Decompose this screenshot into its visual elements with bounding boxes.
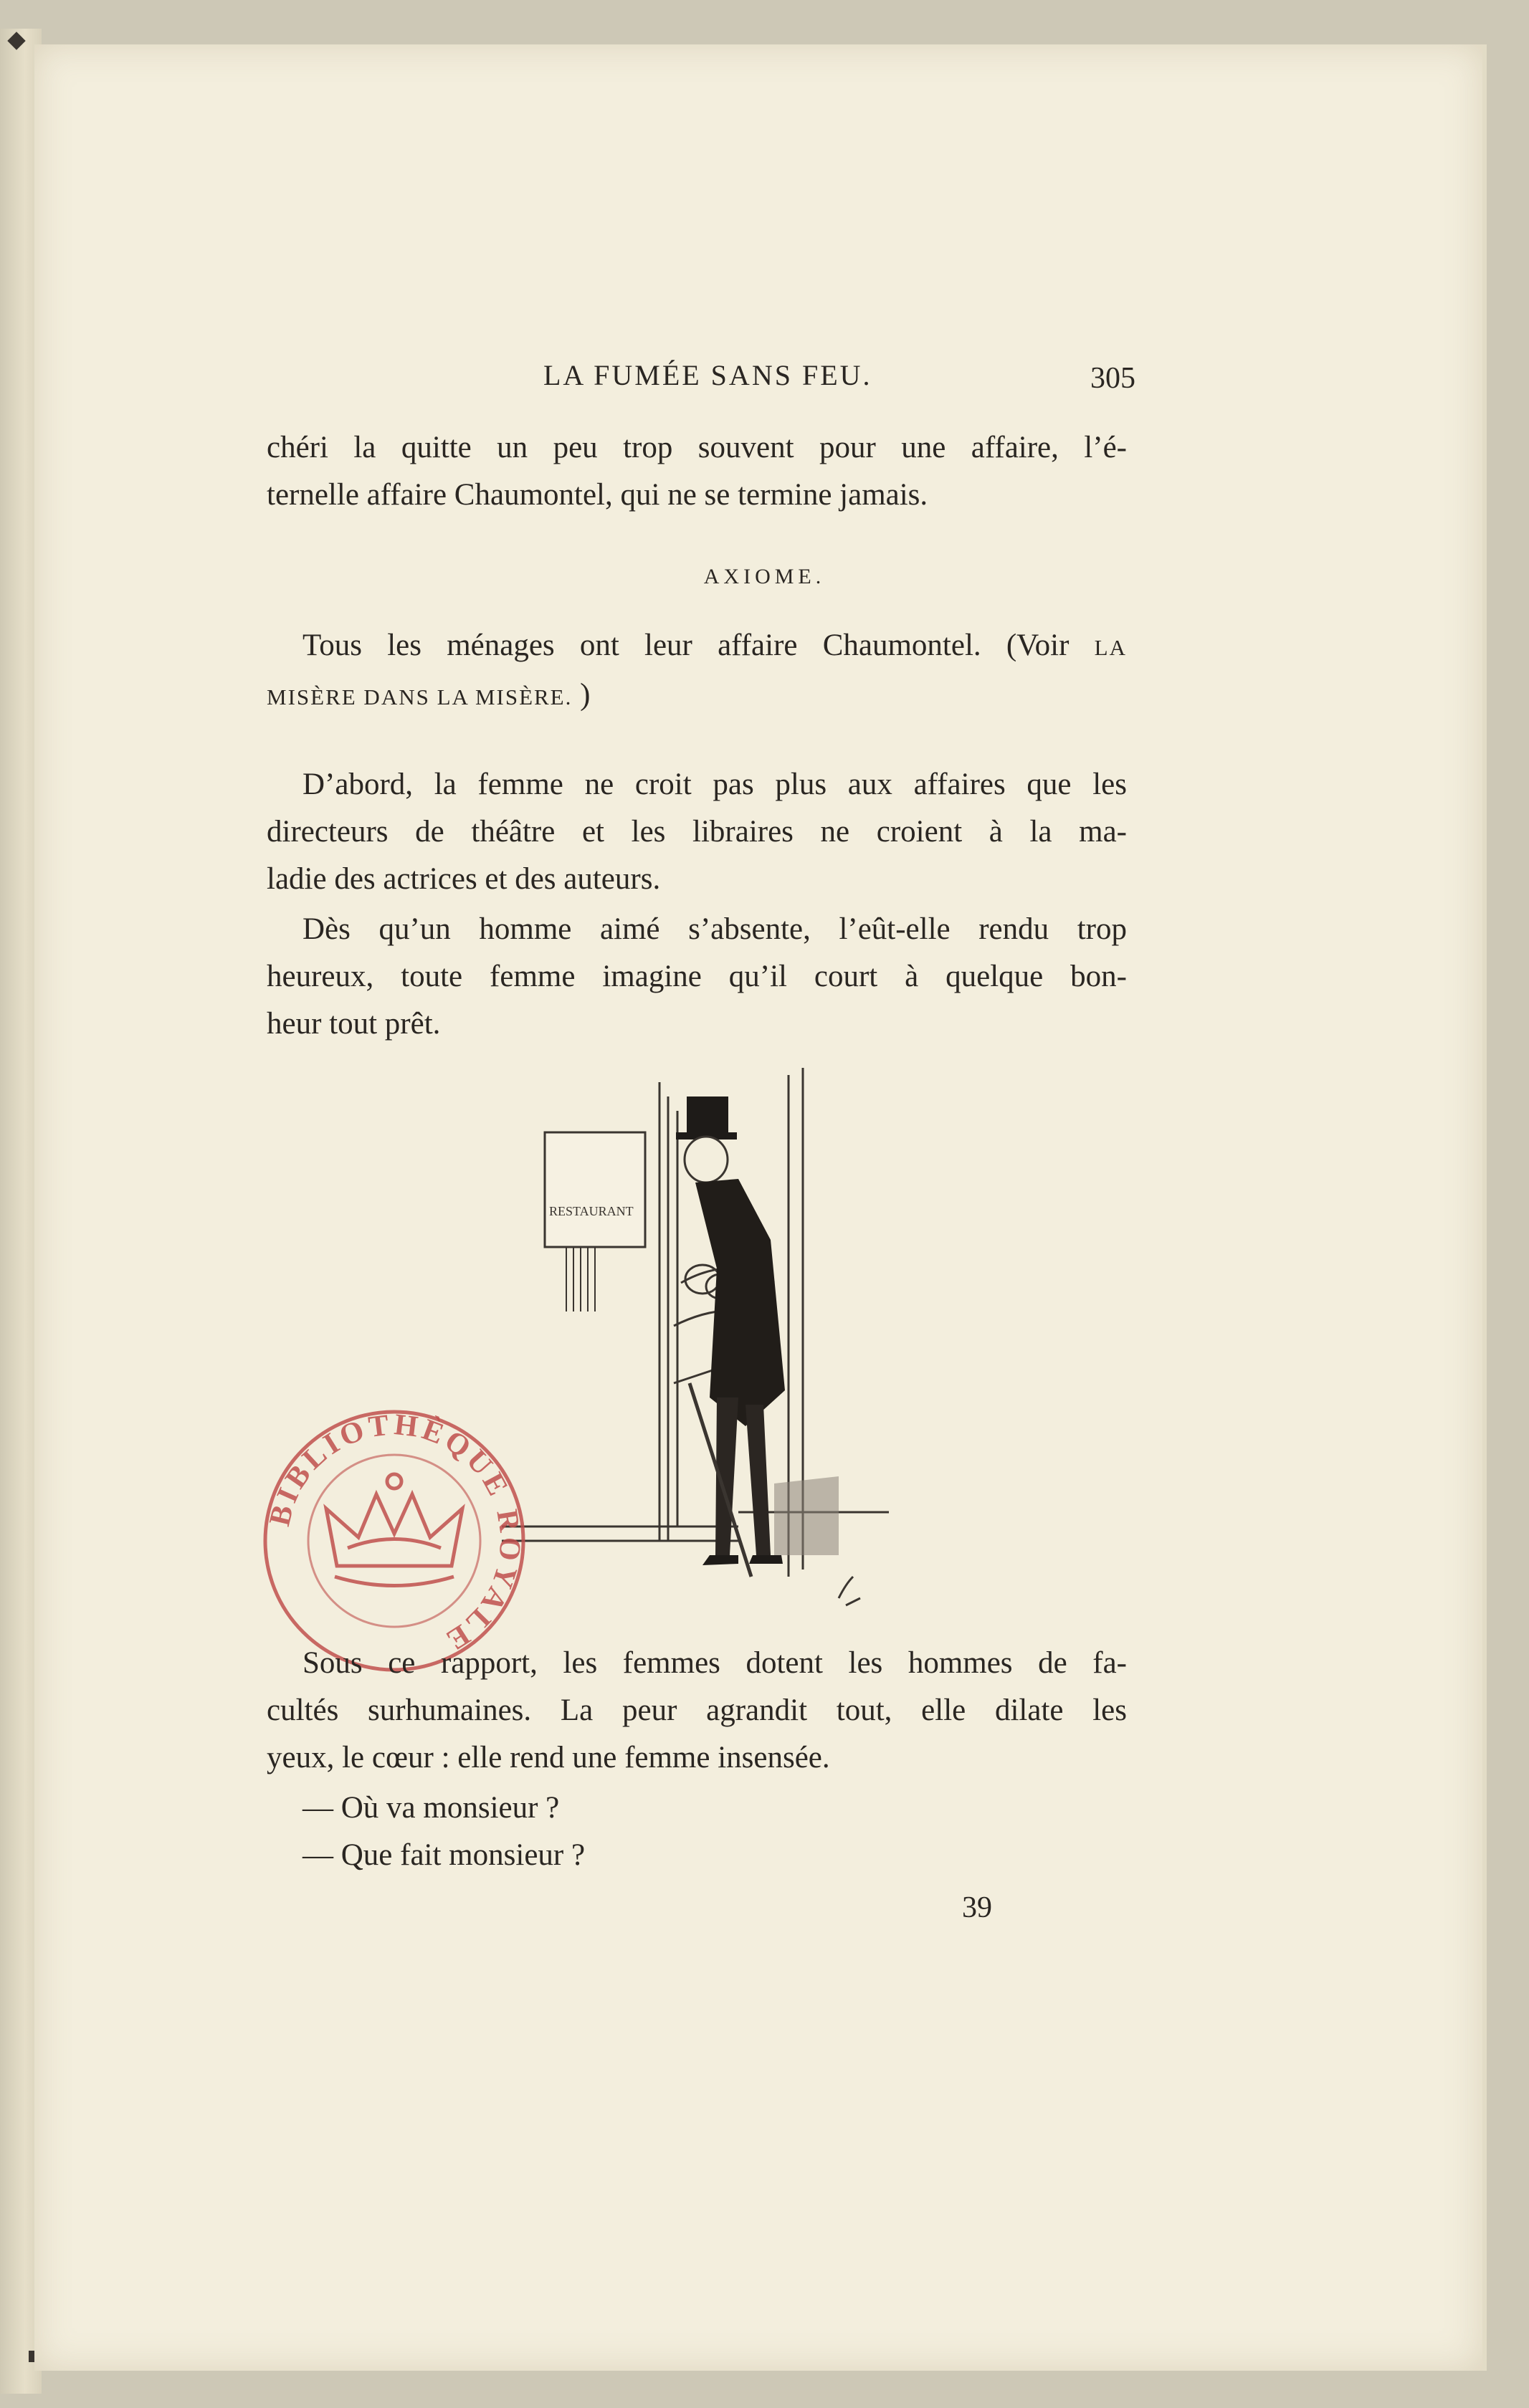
running-head-title: LA FUMÉE SANS FEU. [543, 359, 872, 391]
stamp-ring-text: BIBLIOTHÈQUE ROYALE [263, 1408, 527, 1658]
running-head-page-number: 305 [1090, 362, 1135, 395]
axiom-paragraph [267, 622, 1127, 721]
text-line [267, 672, 1127, 721]
engraving-drawing [502, 1054, 903, 1620]
axiom-text: Tous les ménages ont leur affaire Chaumontel. (Voir [303, 629, 1095, 662]
running-head [543, 358, 1145, 401]
paragraph-1 [267, 424, 1127, 519]
text-line: D’abord, la femme ne croit pas plus aux affaires que les [303, 768, 1127, 801]
text-line: chéri la quitte un peu trop souvent pour une affaire, l’é- [267, 431, 1127, 464]
axiom-heading: AXIOME. [703, 565, 826, 588]
text-line: Sous ce rapport, les femmes dotent les hommes de fa- [303, 1646, 1127, 1680]
text-line [267, 622, 1127, 672]
dialogue-lines [267, 1784, 1127, 1879]
library-stamp [254, 1401, 534, 1681]
paragraph-3 [267, 906, 1127, 1048]
paragraph-2 [267, 761, 1127, 903]
text-line: Dès qu’un homme aimé s’absente, l’eût-elle rendu trop [303, 912, 1127, 946]
illustration-gentleman-with-cane [502, 1054, 903, 1620]
stamp-seal-icon [254, 1401, 534, 1681]
signature-page-number: 39 [962, 1891, 992, 1924]
text-line: yeux, le cœur : elle rend une femme insensée. [267, 1741, 830, 1774]
text-line: heur tout prêt. [267, 1007, 441, 1041]
dialogue-line: — Que fait monsieur ? [303, 1838, 586, 1872]
paragraph-4 [267, 1640, 1127, 1782]
text-line: heureux, toute femme imagine qu’il court à quelque bon- [267, 960, 1127, 993]
axiom-close-paren: ) [580, 678, 591, 712]
text-line: directeurs de théâtre et les libraires ne croient à la ma- [267, 815, 1127, 849]
axiom-ref-smallcaps: LA [1094, 635, 1127, 660]
axiom-ref-title: MISÈRE DANS LA MISÈRE. [267, 684, 573, 710]
text-line: ternelle affaire Chaumontel, qui ne se termine jamais. [267, 478, 928, 512]
restaurant-sign-text: RESTAURANT [549, 1204, 634, 1218]
text-line: cultés surhumaines. La peur agrandit tout, elle dilate les [267, 1693, 1127, 1727]
text-line: ladie des actrices et des auteurs. [267, 862, 661, 896]
dialogue-line: — Où va monsieur ? [303, 1791, 560, 1825]
